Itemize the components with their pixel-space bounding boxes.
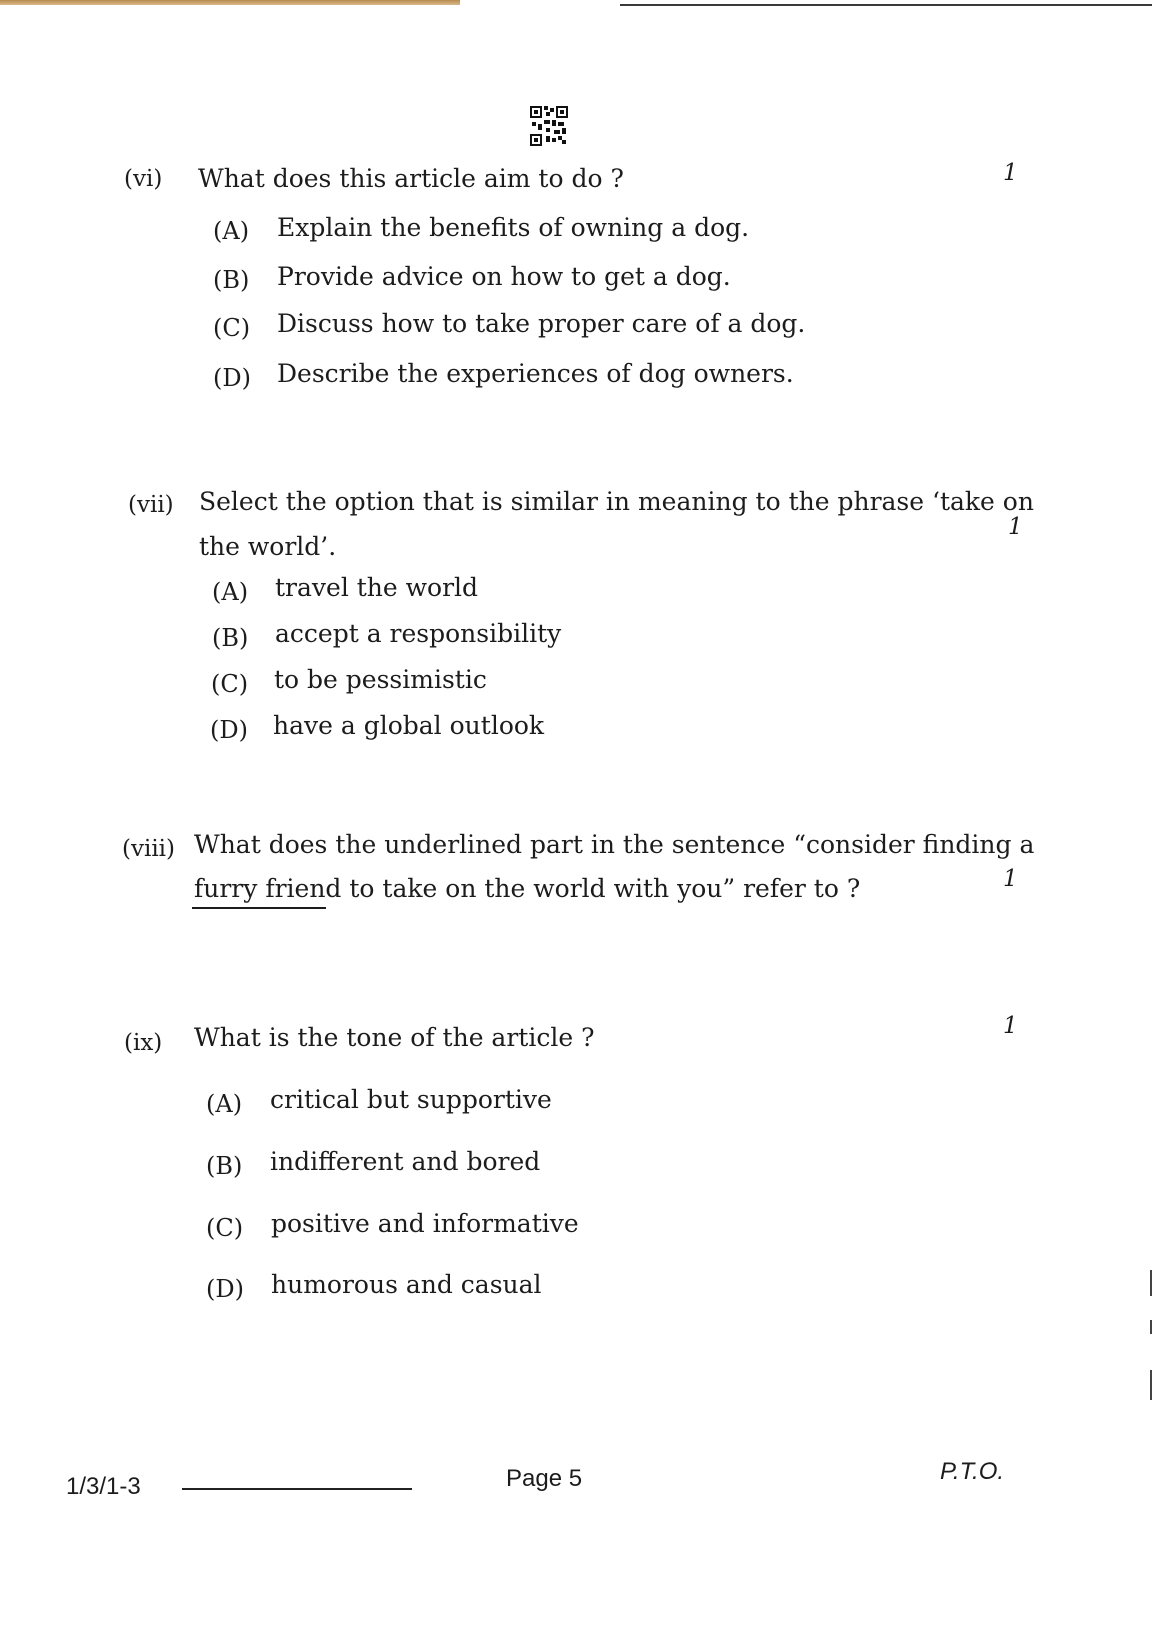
option-label-b: (B) bbox=[206, 1152, 243, 1180]
question-number: (viii) bbox=[122, 836, 176, 862]
option-text-d: have a global outlook bbox=[273, 711, 545, 740]
question-text-line2 bbox=[194, 874, 860, 903]
option-text-b: Provide advice on how to get a dog. bbox=[277, 262, 731, 291]
question-text-rest: to take on the world with you” refer to ? bbox=[341, 874, 861, 903]
paper-edge-top-right bbox=[620, 4, 1152, 6]
paper-edge-top-left bbox=[0, 0, 460, 5]
page-number: Page 5 bbox=[506, 1465, 583, 1492]
underline bbox=[192, 907, 326, 909]
marks: 1 bbox=[1003, 1013, 1018, 1039]
option-text-c: to be pessimistic bbox=[274, 665, 487, 694]
question-text-line1: Select the option that is similar in meaning to the phrase ‘take on bbox=[199, 487, 1034, 516]
paper-code: 1/3/1-3 bbox=[66, 1473, 141, 1500]
option-text-d: Describe the experiences of dog owners. bbox=[277, 359, 794, 388]
option-label-c: (C) bbox=[211, 670, 249, 698]
option-text-c: positive and informative bbox=[271, 1209, 579, 1238]
underlined-phrase: furry friend bbox=[194, 874, 342, 903]
question-number: (vi) bbox=[124, 166, 163, 192]
option-label-a: (A) bbox=[213, 217, 250, 245]
question-text-line2: the world’. bbox=[199, 532, 337, 561]
option-label-a: (A) bbox=[212, 578, 249, 606]
pto-label: P.T.O. bbox=[940, 1458, 1005, 1485]
option-text-a: travel the world bbox=[275, 573, 479, 602]
question-text-line1: What does the underlined part in the sentence “consider finding a bbox=[194, 830, 1035, 859]
option-text-b: accept a responsibility bbox=[275, 619, 562, 648]
option-label-a: (A) bbox=[206, 1090, 243, 1118]
option-text-d: humorous and casual bbox=[271, 1270, 542, 1299]
option-text-b: indifferent and bored bbox=[270, 1147, 541, 1176]
footer-divider bbox=[182, 1488, 412, 1490]
qr-code-icon bbox=[530, 106, 568, 146]
option-text-a: critical but supportive bbox=[270, 1085, 552, 1114]
option-label-d: (D) bbox=[213, 364, 251, 392]
option-label-c: (C) bbox=[213, 314, 251, 342]
question-text: What does this article aim to do ? bbox=[198, 164, 624, 193]
marks: 1 bbox=[1003, 866, 1018, 892]
question-number: (ix) bbox=[124, 1030, 163, 1056]
option-text-a: Explain the benefits of owning a dog. bbox=[277, 213, 750, 242]
option-label-b: (B) bbox=[212, 624, 249, 652]
option-label-d: (D) bbox=[206, 1275, 244, 1303]
question-text: What is the tone of the article ? bbox=[194, 1023, 595, 1052]
option-label-b: (B) bbox=[213, 266, 250, 294]
option-label-d: (D) bbox=[210, 716, 248, 744]
question-number: (vii) bbox=[128, 492, 174, 518]
marks: 1 bbox=[1003, 160, 1018, 186]
marks: 1 bbox=[1008, 514, 1023, 540]
option-text-c: Discuss how to take proper care of a dog. bbox=[277, 309, 806, 338]
option-label-c: (C) bbox=[206, 1214, 244, 1242]
